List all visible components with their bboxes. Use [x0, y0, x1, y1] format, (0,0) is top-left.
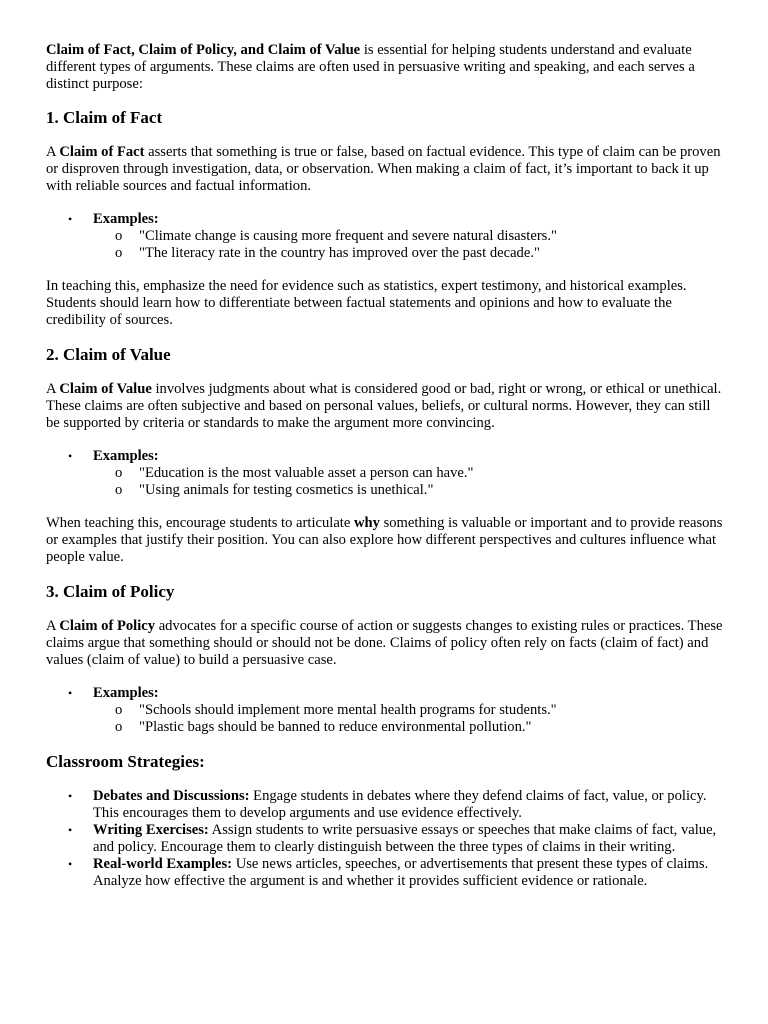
policy-para-bold: Claim of Policy — [59, 618, 156, 634]
strategy-text: Engage students in debates where they defend claims of fact, value, or policy. This encourages them to develop arguments and use evidence effectively. — [93, 788, 707, 821]
bullet-icon: • — [68, 686, 73, 700]
list-item — [46, 822, 724, 856]
strategies-list — [46, 788, 724, 890]
fact-para-bold: Claim of Fact — [59, 144, 145, 160]
list-item — [46, 448, 724, 499]
fact-examples-sublist — [93, 228, 724, 262]
examples-label: Examples: — [93, 685, 159, 701]
value-teaching-prefix: When teaching this, encourage students to articulate — [46, 515, 354, 531]
strategy-text: Use news articles, speeches, or advertisements that present these types of claims. Analyze how effective the argument is and whether it provides sufficient evidence or rationale. — [93, 856, 709, 889]
strategy-label: Debates and Discussions: — [93, 788, 250, 804]
bullet-icon: • — [68, 823, 73, 837]
policy-examples-sublist — [93, 702, 724, 736]
policy-para-prefix: A — [46, 618, 60, 634]
list-item — [93, 702, 724, 719]
value-teaching-paragraph — [46, 515, 724, 566]
example-text: "Education is the most valuable asset a person can have." — [139, 465, 474, 481]
list-item — [46, 211, 724, 262]
policy-para-text: advocates for a specific course of action or suggests changes to existing rules or practices. These claims argue that something should or should not be done. Claims of policy often rely on facts (claim of fact) and values (claim of value) to build a persuasive case. — [46, 618, 723, 668]
list-item — [93, 465, 724, 482]
circle-bullet-icon: o — [115, 482, 123, 498]
circle-bullet-icon: o — [115, 702, 123, 718]
fact-teaching-paragraph: In teaching this, emphasize the need for evidence such as statistics, expert testimony, and historical examples. Students should learn how to differentiate between factual statements and opinions and how to evaluate the credibility of sources. — [46, 278, 687, 328]
examples-label: Examples: — [93, 448, 159, 464]
strategy-label: Writing Exercises: — [93, 822, 209, 838]
circle-bullet-icon: o — [115, 228, 123, 244]
value-para-text: involves judgments about what is considered good or bad, right or wrong, or ethical or unethical. These claims are often subjective and based on personal values, beliefs, or cultural norms. However, they can still be supported by criteria or standards to make the argument more convincing. — [46, 381, 722, 431]
circle-bullet-icon: o — [115, 465, 123, 481]
examples-label: Examples: — [93, 211, 159, 227]
list-item — [93, 482, 724, 499]
list-item — [46, 788, 724, 822]
value-examples-sublist — [93, 465, 724, 499]
fact-para-prefix: A — [46, 144, 60, 160]
heading-classroom-strategies: Classroom Strategies: — [46, 752, 205, 771]
intro-paragraph — [46, 42, 724, 93]
list-item — [93, 245, 724, 262]
example-text: "The literacy rate in the country has improved over the past decade." — [139, 245, 540, 261]
heading-claim-of-policy: 3. Claim of Policy — [46, 582, 175, 601]
value-para-bold: Claim of Value — [59, 381, 152, 397]
list-item — [93, 228, 724, 245]
strategy-text: Assign students to write persuasive essays or speeches that make claims of fact, value, and policy. Encourage them to clearly distinguish between the three types of claims in their writing. — [93, 822, 717, 855]
strategy-label: Real-world Examples: — [93, 856, 233, 872]
value-teaching-suffix: something is valuable or important and to provide reasons or examples that justify their position. You can also explore how different perspectives and cultures influence what people value. — [46, 515, 723, 565]
fact-para-text: asserts that something is true or false, based on factual evidence. This type of claim can be proven or disproven through investigation, data, or observation. When making a claim of fact, it’s important to back it up with reliable sources and factual information. — [46, 144, 721, 194]
list-item — [46, 685, 724, 736]
value-para-prefix: A — [46, 381, 60, 397]
list-item — [46, 856, 724, 890]
fact-examples-list — [46, 211, 724, 262]
bullet-icon: • — [68, 449, 73, 463]
intro-bold: Claim of Fact, Claim of Policy, and Claim of Value — [46, 42, 361, 58]
example-text: "Schools should implement more mental health programs for students." — [139, 702, 557, 718]
policy-paragraph — [46, 618, 724, 669]
intro-text: is essential for helping students understand and evaluate different types of arguments. These claims are often used in persuasive writing and speaking, and each serves a distinct purpose: — [46, 42, 695, 92]
heading-claim-of-fact: 1. Claim of Fact — [46, 108, 163, 127]
example-text: "Plastic bags should be banned to reduce environmental pollution." — [139, 719, 532, 735]
list-item — [93, 719, 724, 736]
value-teaching-bold: why — [353, 515, 380, 531]
fact-paragraph — [46, 144, 724, 195]
circle-bullet-icon: o — [115, 719, 123, 735]
heading-claim-of-value: 2. Claim of Value — [46, 345, 171, 364]
circle-bullet-icon: o — [115, 245, 123, 261]
bullet-icon: • — [68, 857, 73, 871]
bullet-icon: • — [68, 212, 73, 226]
example-text: "Climate change is causing more frequent and severe natural disasters." — [139, 228, 557, 244]
bullet-icon: • — [68, 789, 73, 803]
example-text: "Using animals for testing cosmetics is unethical." — [139, 482, 434, 498]
policy-examples-list — [46, 685, 724, 736]
value-paragraph — [46, 381, 724, 432]
value-examples-list — [46, 448, 724, 499]
